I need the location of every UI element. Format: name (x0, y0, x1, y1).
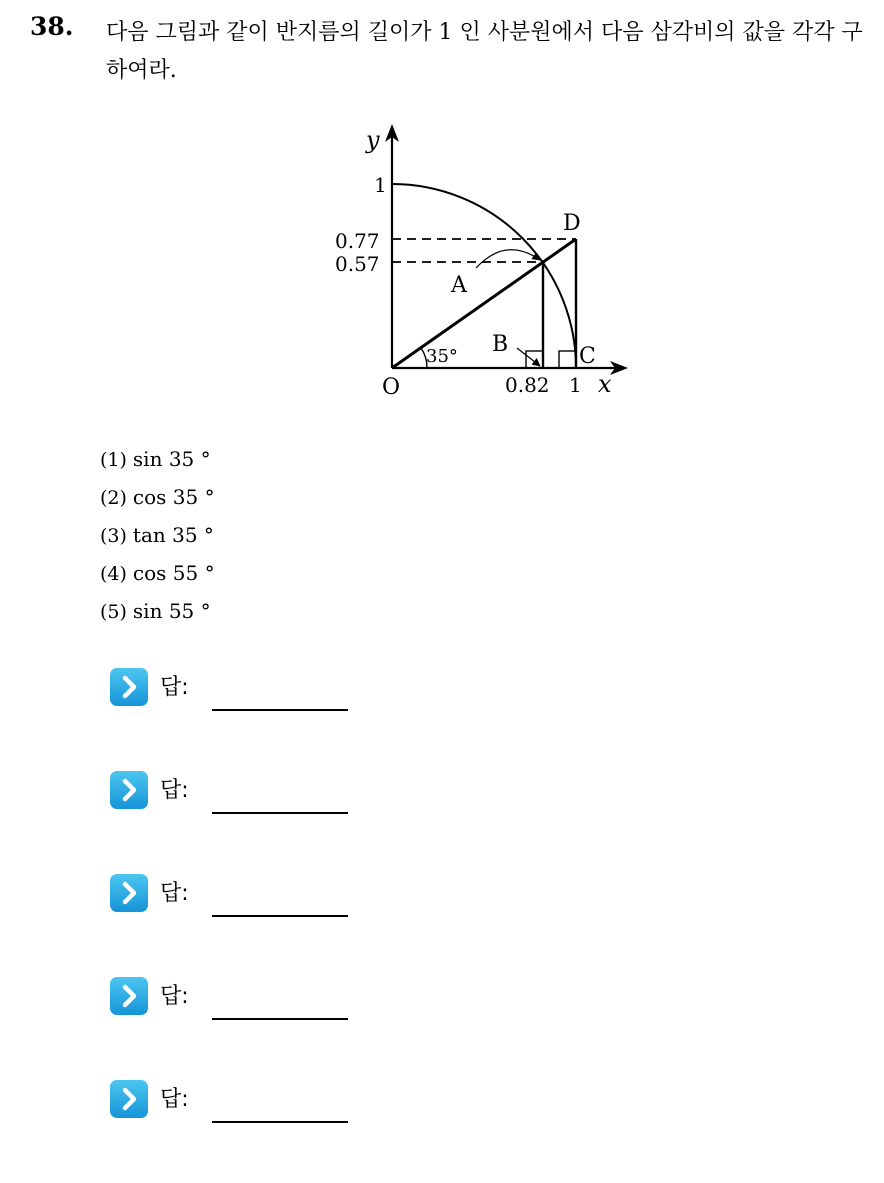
label-y-077: 0.77 (335, 229, 380, 253)
sub-question-3: (3) tan 35 ° (100, 523, 214, 547)
answer-label: 답: (160, 881, 189, 906)
label-y-057: 0.57 (335, 252, 380, 276)
answer-label: 답: (160, 778, 189, 803)
segment-od (392, 239, 576, 368)
pointer-a (476, 250, 540, 268)
question-text: 다음 그림과 같이 반지름의 길이가 1 인 사분원에서 다음 삼각비의 값을 각각 구하여라. (106, 20, 863, 83)
right-angle-c (559, 351, 576, 368)
answer-blank-4[interactable] (212, 1018, 348, 1020)
label-y-axis: y (366, 126, 380, 154)
chevron-right-icon (110, 977, 148, 1015)
label-point-c: C (579, 344, 596, 369)
sub-question-4: (4) cos 55 ° (100, 561, 215, 585)
chevron-right-icon (110, 668, 148, 706)
label-origin: O (382, 375, 401, 400)
label-x-082: 0.82 (505, 373, 550, 397)
label-point-a: A (451, 273, 467, 298)
label-angle: 35° (426, 346, 458, 367)
label-x-one: 1 (569, 373, 582, 397)
quarter-arc (392, 184, 576, 368)
chevron-right-icon (110, 1080, 148, 1118)
label-point-d: D (563, 211, 581, 236)
right-angle-b (526, 351, 543, 368)
question-number: 38. (30, 12, 74, 41)
answer-label: 답: (160, 1087, 189, 1112)
label-x-axis: x (598, 370, 612, 398)
label-point-b: B (492, 332, 509, 357)
chevron-right-icon (110, 771, 148, 809)
answer-blank-1[interactable] (212, 709, 348, 711)
chevron-right-icon (110, 874, 148, 912)
answer-label: 답: (160, 675, 189, 700)
answer-blank-2[interactable] (212, 812, 348, 814)
quarter-circle-figure (330, 118, 640, 408)
answer-blank-3[interactable] (212, 915, 348, 917)
sub-question-2: (2) cos 35 ° (100, 485, 215, 509)
label-y-one: 1 (374, 173, 387, 197)
answer-blank-5[interactable] (212, 1121, 348, 1123)
sub-question-5: (5) sin 55 ° (100, 599, 211, 623)
sub-question-1: (1) sin 35 ° (100, 447, 211, 471)
sub-questions (100, 440, 215, 630)
answer-label: 답: (160, 984, 189, 1009)
